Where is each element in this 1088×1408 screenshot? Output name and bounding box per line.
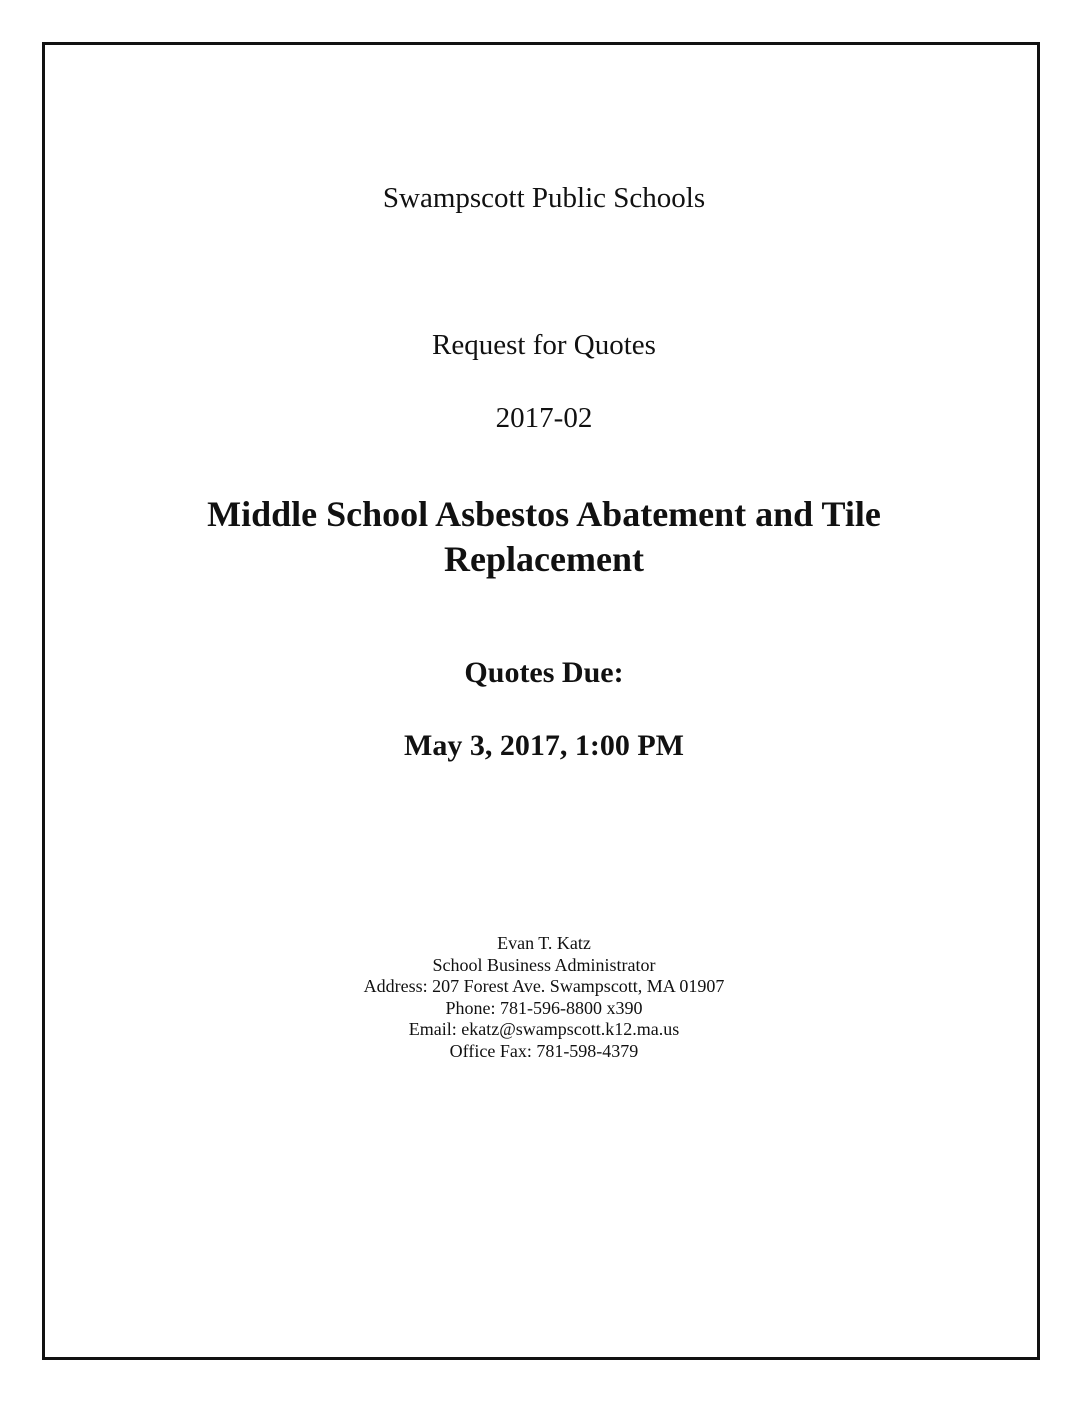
contact-role: School Business Administrator [432,954,656,975]
document-title [0,492,1088,582]
contact-address: Address: 207 Forest Ave. Swampscott, MA 01907 [363,976,725,996]
contact-fax: Office Fax: 781-598-4379 [449,1040,639,1061]
title-line-2: Replacement [444,539,644,579]
contact-phone: Phone: 781-596-8800 x390 [445,997,643,1018]
quotes-due-label: Quotes Due: [464,656,624,689]
contact-email: Email: ekatz@swampscott.k12.ma.us [408,1019,680,1039]
contact-block [0,933,1088,1062]
request-type: Request for Quotes [432,329,656,361]
page-border [42,42,1040,1360]
title-line-1: Middle School Asbestos Abatement and Tile [207,494,881,534]
organization-name: Swampscott Public Schools [382,182,706,214]
rfq-number: 2017-02 [495,402,593,434]
contact-name: Evan T. Katz [497,933,591,953]
quotes-due-date: May 3, 2017, 1:00 PM [404,729,684,762]
